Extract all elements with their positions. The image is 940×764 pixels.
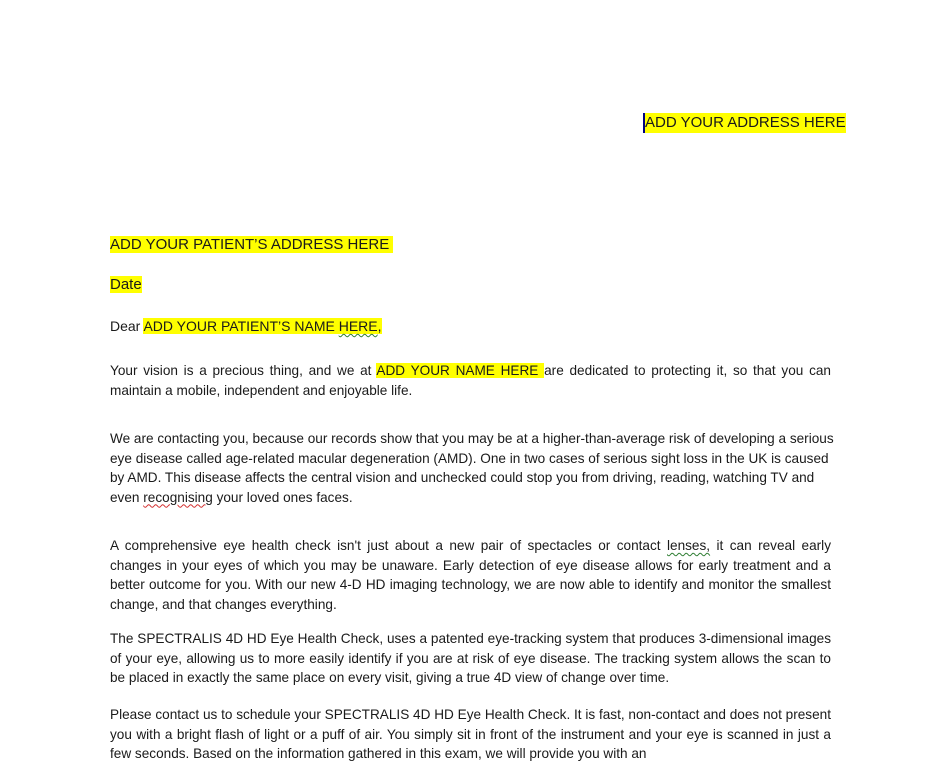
paragraph-risk[interactable] (110, 429, 835, 507)
patient-name-end: HERE (338, 318, 378, 334)
p2-text-a: We are contacting you, because our records show that you may be at a higher-than-average risk of developing a serious eye disease called age-related macular degeneration (AMD). One in two cases of serious sight loss in the UK is caused by AMD. This disease affects the central vision and unchecked could stop you from driving, reading, watching TV and even (110, 431, 834, 505)
paragraph-spectralis[interactable]: The SPECTRALIS 4D HD Eye Health Check, uses a patented eye-tracking system that produces 3-dimensional images of your eye, allowing us to more easily identify if you are at risk of eye disease. The tracking system allows the scan to be placed in exactly the same place on every visit, giving a true 4D view of change over time. (110, 631, 831, 685)
patient-address-text: ADD YOUR PATIENT’S ADDRESS HERE (110, 236, 393, 253)
p2-text-b: your loved ones faces. (212, 489, 353, 505)
spelling-flag-word: recognising (143, 489, 213, 505)
patient-name-text: ADD YOUR PATIENT’S NAME (143, 318, 339, 334)
p1-text-b: are dedicated to protecting it, so that you can maintain a mobile, independent and enjoyable life. (110, 363, 831, 398)
sender-address[interactable]: ADD YOUR ADDRESS HERE (645, 114, 846, 131)
p3-text-b: it can reveal early changes in your eyes of which you may be unaware. Early detection of eye disease allows for early treatment and a better outcome for you. With our new 4-D HD imaging technology, we are now able to identify and monitor the smallest change, and that changes everything. (110, 538, 832, 612)
salutation-suffix: , (377, 318, 382, 334)
salutation-prefix: Dear (110, 318, 144, 334)
p3-text-a: A comprehensive eye health check isn't just about a new pair of spectacles or contact (110, 538, 667, 553)
p1-text-a: Your vision is a precious thing, and we at (110, 363, 377, 378)
paragraph-intro[interactable] (110, 361, 831, 400)
date-text: Date (110, 276, 142, 293)
paragraph-eye-check[interactable] (110, 536, 831, 614)
salutation[interactable] (110, 316, 382, 336)
paragraph-schedule[interactable]: Please contact us to schedule your SPECTRALIS 4D HD Eye Health Check. It is fast, non-contact and does not present you with a bright flash of light or a puff of air. You simply sit in front of the instrument and your eye is scanned in just a few seconds. Based on the information gathered in this exam, we will provide you with an (110, 707, 831, 761)
patient-address[interactable] (110, 235, 393, 255)
date-line[interactable] (110, 275, 142, 295)
patient-name-placeholder (143, 318, 381, 334)
practice-name-placeholder: ADD YOUR NAME HERE (376, 363, 545, 378)
grammar-flag-word: lenses, (667, 538, 711, 553)
